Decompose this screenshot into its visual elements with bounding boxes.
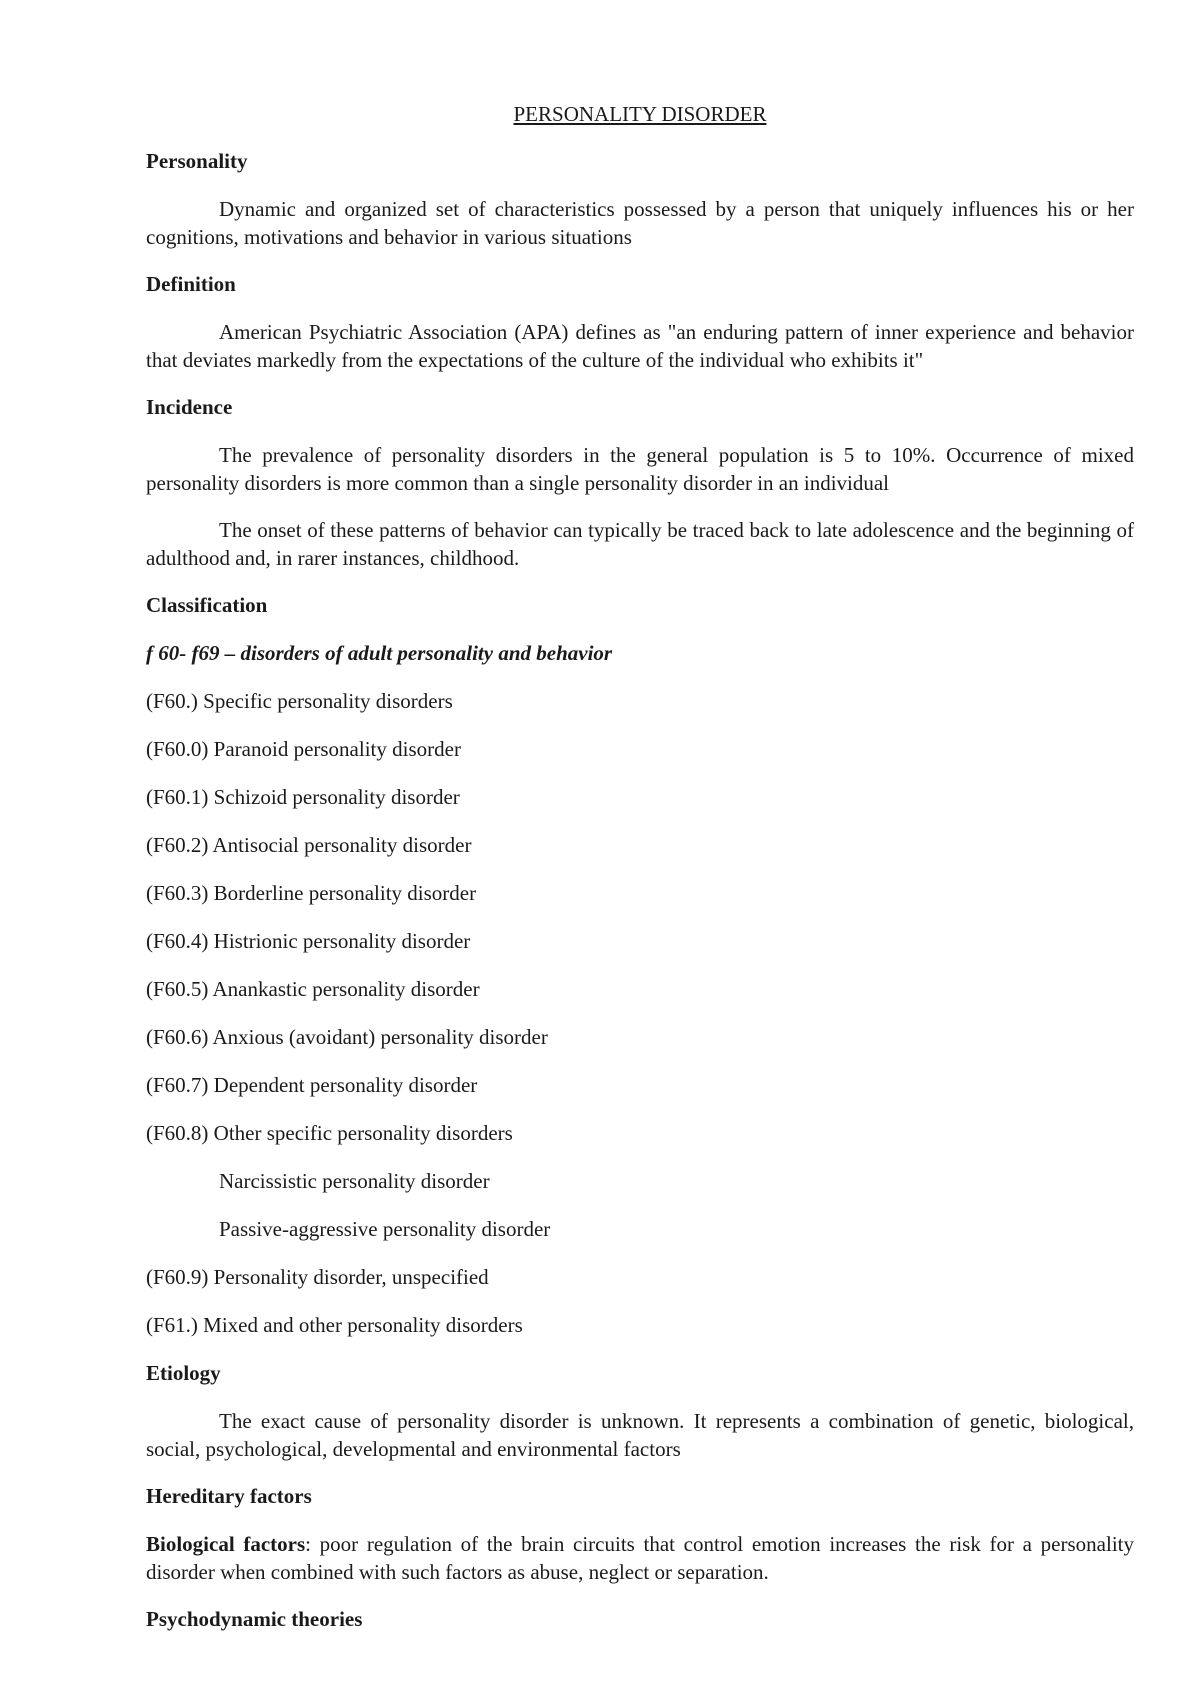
classification-item: (F60.5) Anankastic personality disorder bbox=[146, 977, 480, 1001]
classification-subitem: Narcissistic personality disorder bbox=[219, 1169, 490, 1193]
paragraph-incidence-onset: The onset of these patterns of behavior can typically be traced back to late adolescence and the beginning of adulthood and, in rarer instances, childhood. bbox=[146, 518, 1134, 570]
classification-subtitle: f 60- f69 – disorders of adult personality and behavior bbox=[146, 641, 613, 665]
paragraph-definition: American Psychiatric Association (APA) defines as "an enduring pattern of inner experience and behavior that deviates markedly from the expectations of the culture of the individual who exhibits it" bbox=[146, 320, 1134, 372]
classification-item: (F60.) Specific personality disorders bbox=[146, 689, 453, 713]
heading-personality: Personality bbox=[146, 149, 248, 173]
heading-etiology: Etiology bbox=[146, 1361, 221, 1385]
paragraph-biological-factors bbox=[146, 1530, 1134, 1586]
classification-item: (F60.3) Borderline personality disorder bbox=[146, 881, 477, 905]
classification-item: (F60.6) Anxious (avoidant) personality disorder bbox=[146, 1025, 548, 1049]
heading-hereditary-factors: Hereditary factors bbox=[146, 1484, 312, 1508]
heading-psychodynamic-theories: Psychodynamic theories bbox=[146, 1607, 363, 1631]
biological-factors-text: : poor regulation of the brain circuits that control emotion increases the risk for a personality disorder when combined with such factors as abuse, neglect or separation. bbox=[146, 1532, 1134, 1584]
classification-item: (F60.0) Paranoid personality disorder bbox=[146, 737, 461, 761]
biological-factors-label: Biological factors bbox=[146, 1532, 306, 1556]
paragraph-etiology: The exact cause of personality disorder is unknown. It represents a combination of genetic, biological, social, psychological, developmental and environmental factors bbox=[146, 1409, 1134, 1461]
classification-item: (F60.9) Personality disorder, unspecified bbox=[146, 1265, 489, 1289]
document-page bbox=[146, 100, 1134, 1653]
classification-item: (F60.8) Other specific personality disorders bbox=[146, 1121, 513, 1145]
paragraph-personality: Dynamic and organized set of characteristics possessed by a person that uniquely influences his or her cognitions, motivations and behavior in various situations bbox=[146, 197, 1134, 249]
classification-item: (F60.7) Dependent personality disorder bbox=[146, 1073, 478, 1097]
classification-subitem: Passive-aggressive personality disorder bbox=[219, 1217, 551, 1241]
heading-classification: Classification bbox=[146, 593, 268, 617]
document-title: PERSONALITY DISORDER bbox=[513, 102, 767, 126]
heading-incidence: Incidence bbox=[146, 395, 233, 419]
classification-item: (F60.1) Schizoid personality disorder bbox=[146, 785, 460, 809]
heading-definition: Definition bbox=[146, 272, 236, 296]
classification-item: (F60.2) Antisocial personality disorder bbox=[146, 833, 472, 857]
classification-item: (F61.) Mixed and other personality disorders bbox=[146, 1313, 523, 1337]
paragraph-incidence-prevalence: The prevalence of personality disorders in the general population is 5 to 10%. Occurrence of mixed personality disorders is more common than a single personality disorder in an individual bbox=[146, 443, 1134, 495]
classification-item: (F60.4) Histrionic personality disorder bbox=[146, 929, 471, 953]
